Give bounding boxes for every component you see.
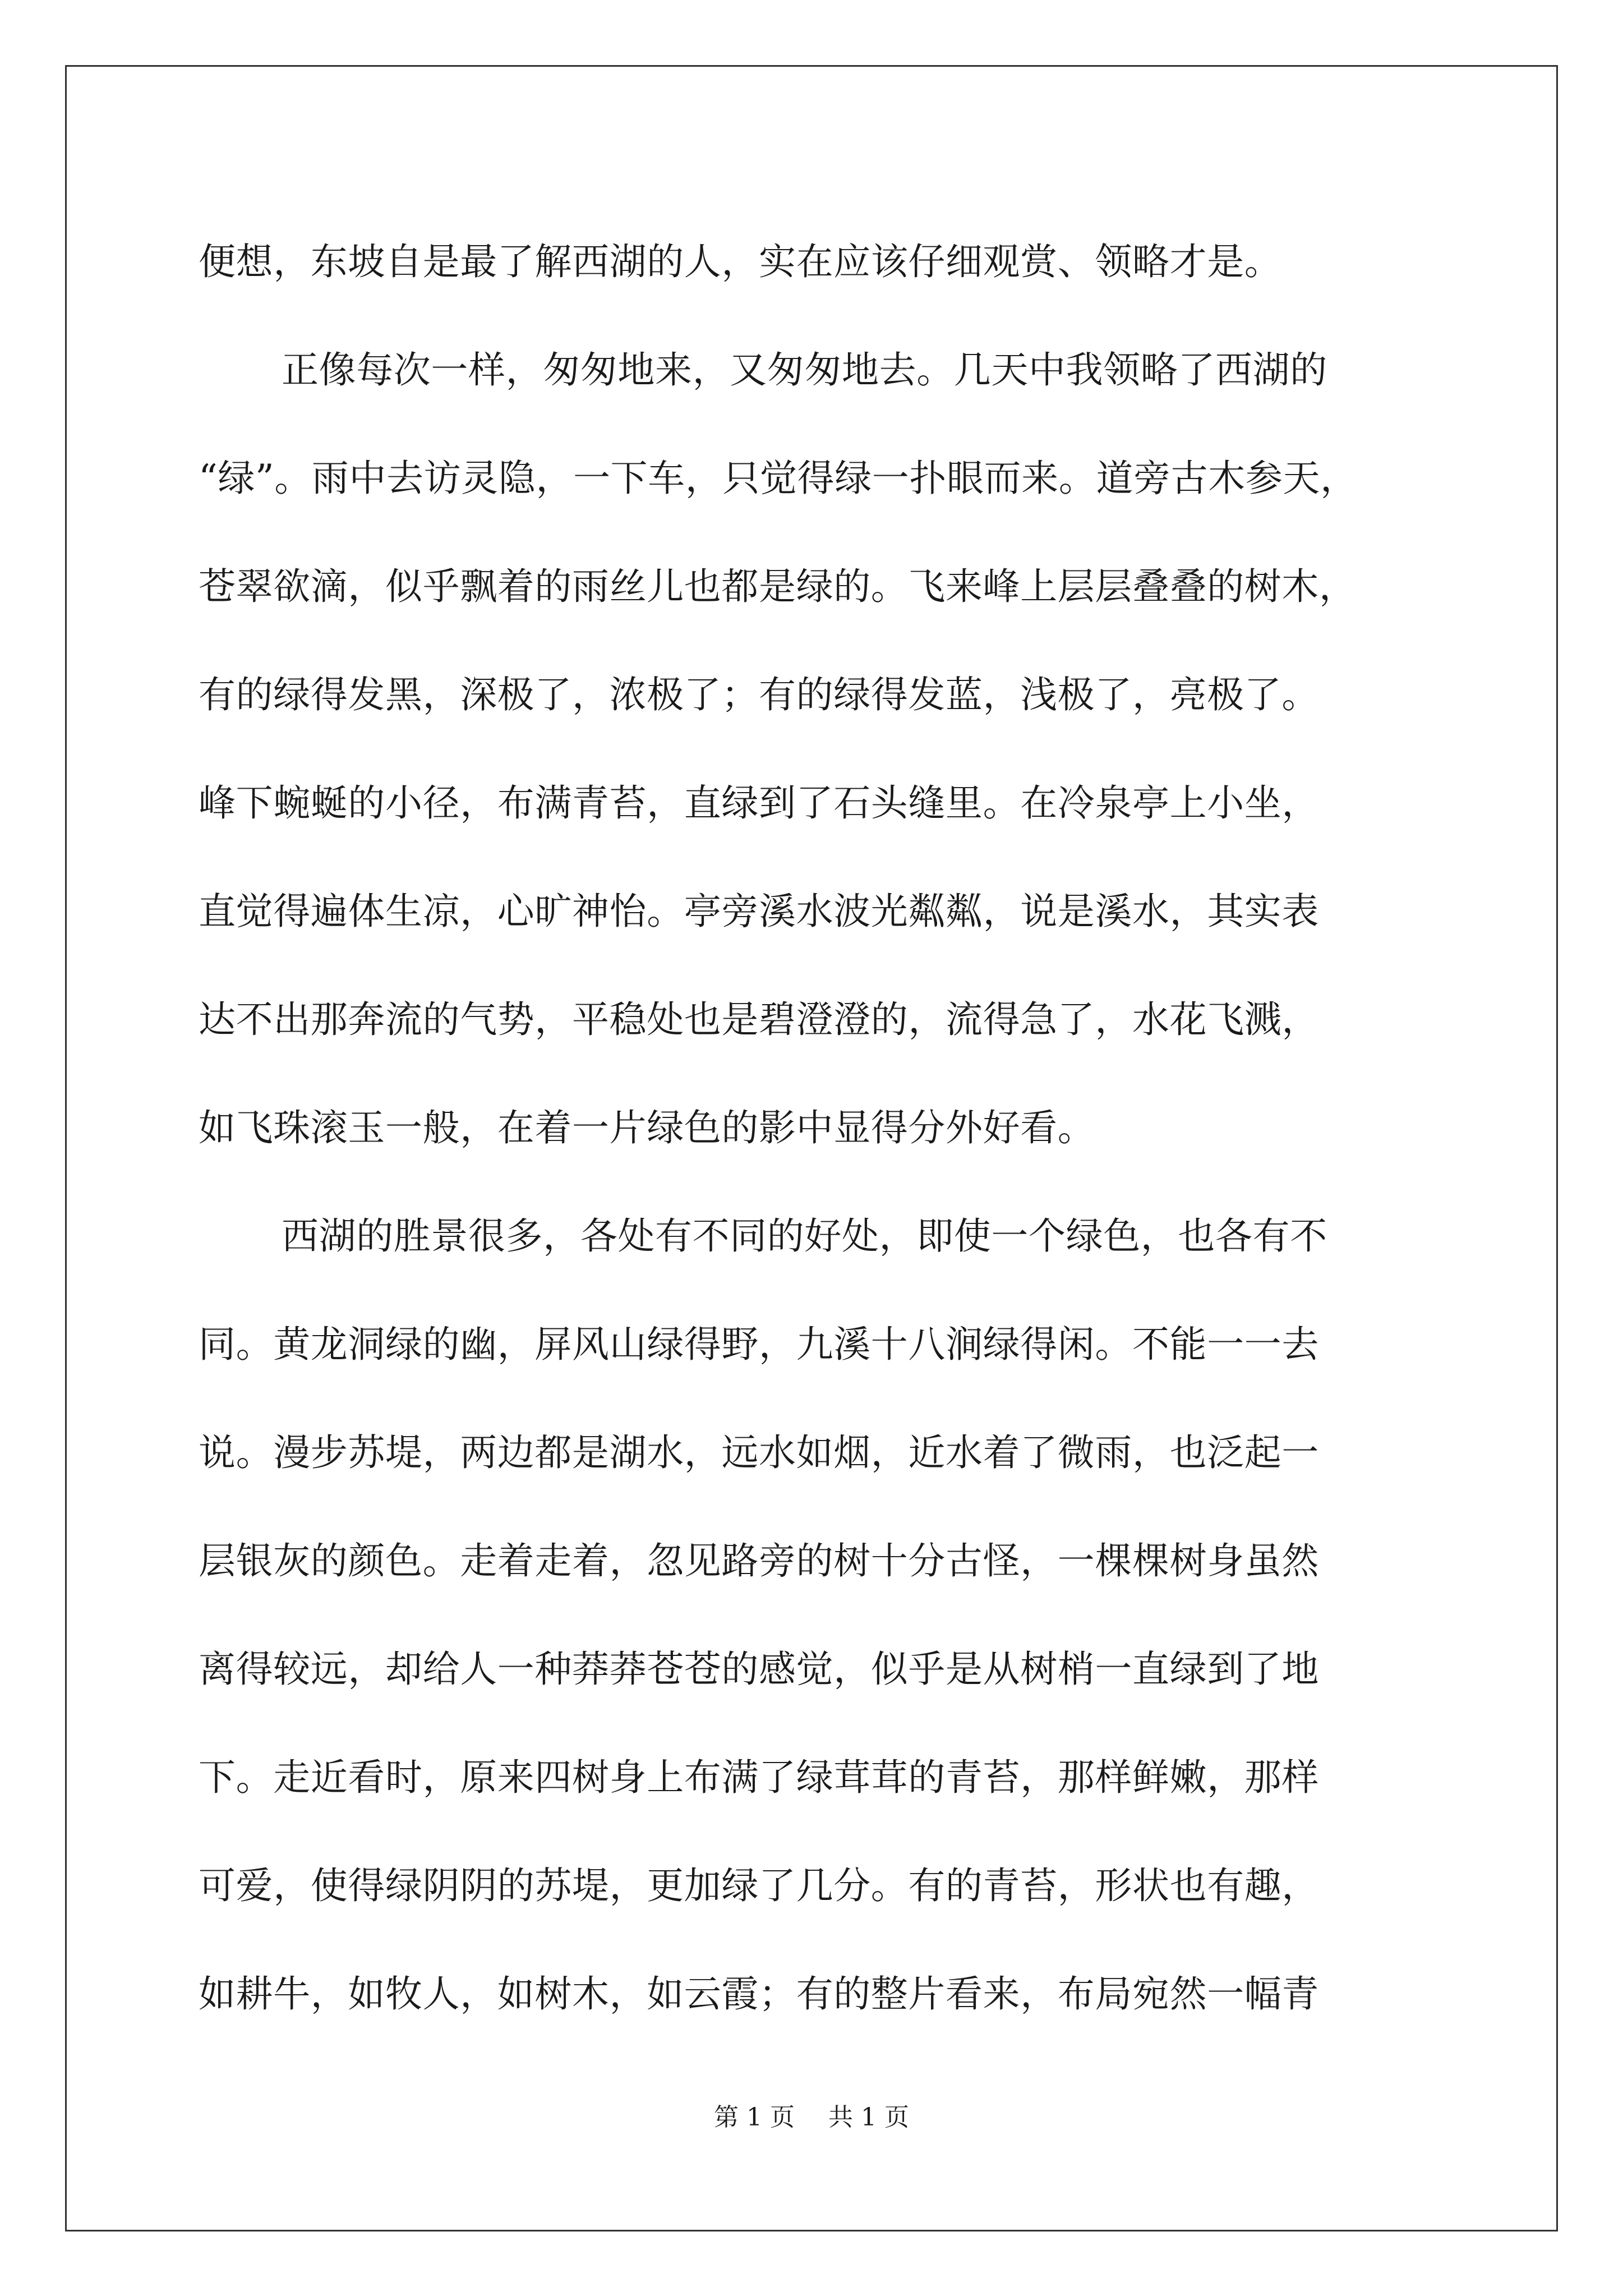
text-line: 苍翠欲滴，似乎飘着的雨丝儿也都是绿的。飞来峰上层层叠叠的树木， (199, 565, 1357, 608)
text-line: “绿”。雨中去访灵隐，一下车，只觉得绿一扑眼而来。道旁古木参天， (199, 457, 1358, 500)
page-total: 共 1 页 (828, 2103, 909, 2132)
text-line: 可爱，使得绿阴阴的苏堤，更加绿了几分。有的青苔，形状也有趣， (199, 1864, 1319, 1907)
text-line: 正像每次一样，匆匆地来，又匆匆地去。几天中我领略了西湖的 (282, 348, 1327, 392)
text-line: 西湖的胜景很多，各处有不同的好处，即使一个绿色，也各有不 (282, 1214, 1327, 1258)
document-body (199, 208, 1432, 2048)
text-line: 如耕牛，如牧人，如树木，如云霞；有的整片看来，布局宛然一幅青 (199, 1972, 1319, 2016)
page-footer (0, 2101, 1623, 2134)
text-line: 同。黄龙洞绿的幽，屏风山绿得野，九溪十八涧绿得闲。不能一一去 (199, 1323, 1319, 1366)
text-line: 层银灰的颜色。走着走着，忽见路旁的树十分古怪，一棵棵树身虽然 (199, 1539, 1319, 1582)
text-line: 达不出那奔流的气势，平稳处也是碧澄澄的，流得急了，水花飞溅， (199, 998, 1319, 1041)
text-line: 峰下蜿蜒的小径，布满青苔，直绿到了石头缝里。在冷泉亭上小坐， (199, 781, 1319, 825)
text-line: 如飞珠滚玉一般，在着一片绿色的影中显得分外好看。 (199, 1106, 1095, 1149)
text-line: 离得较远，却给人一种莽莽苍苍的感觉，似乎是从树梢一直绿到了地 (199, 1648, 1319, 1691)
text-line: 有的绿得发黑，深极了，浓极了；有的绿得发蓝，浅极了，亮极了。 (199, 673, 1319, 716)
text-line: 下。走近看时，原来四树身上布满了绿茸茸的青苔，那样鲜嫩，那样 (199, 1756, 1319, 1799)
text-line: 说。漫步苏堤，两边都是湖水，远水如烟，近水着了微雨，也泛起一 (199, 1431, 1319, 1474)
text-line: 直觉得遍体生凉，心旷神怡。亭旁溪水波光粼粼，说是溪水，其实表 (199, 890, 1319, 933)
page-number: 第 1 页 (714, 2103, 795, 2132)
text-line: 便想，东坡自是最了解西湖的人，实在应该仔细观赏、领略才是。 (199, 240, 1282, 283)
